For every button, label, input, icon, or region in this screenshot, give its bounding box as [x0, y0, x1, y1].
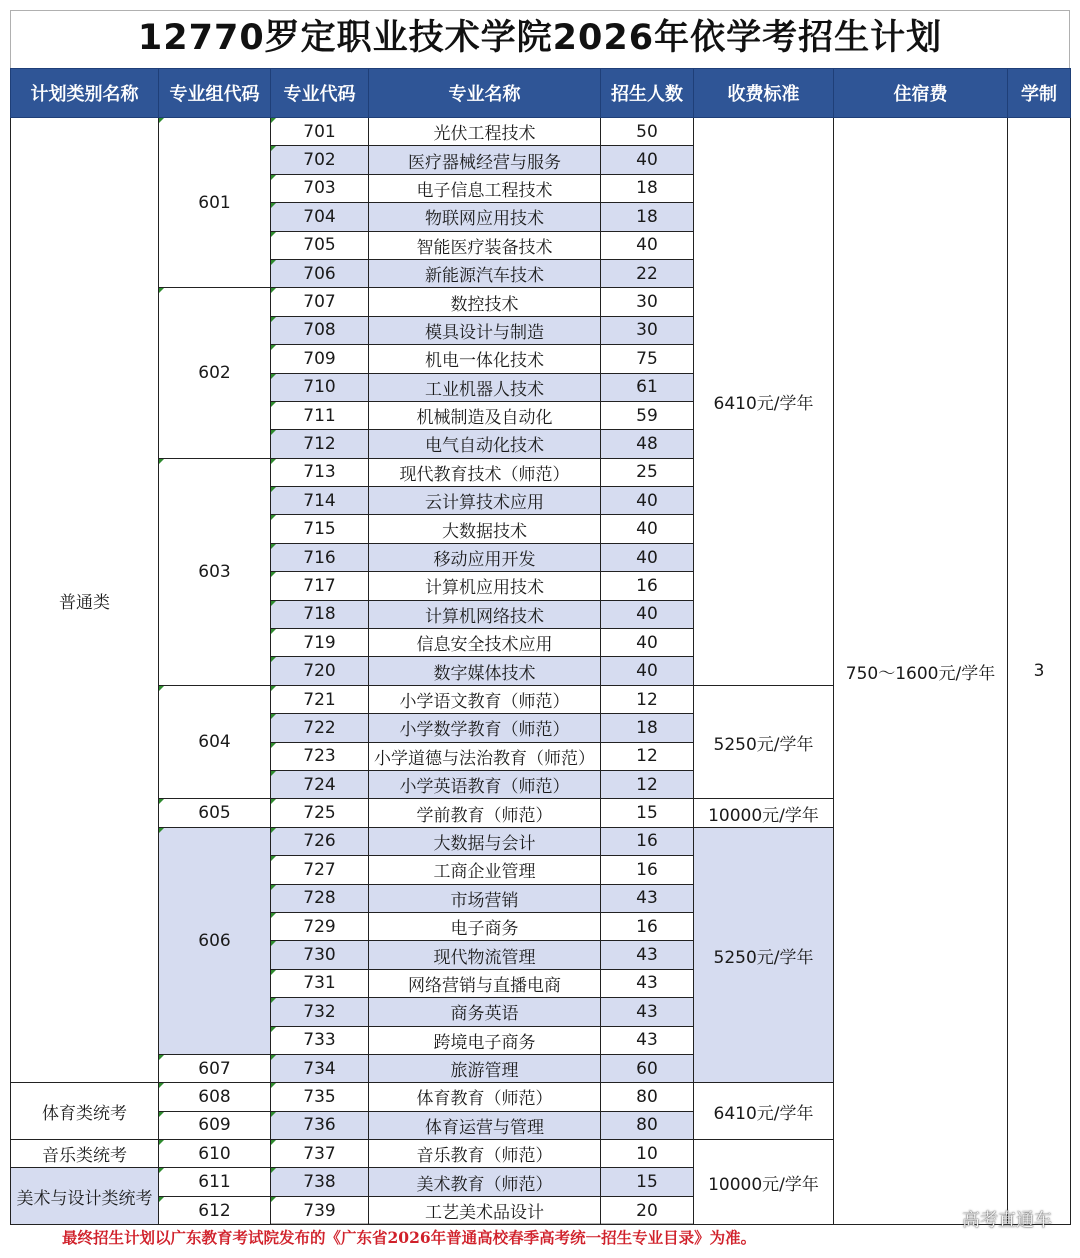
enrollment-cell: 22 [601, 259, 694, 287]
group-code-cell: 605 [159, 799, 271, 827]
major-code-cell: 725 [271, 799, 369, 827]
header-tuition: 收费标准 [694, 69, 834, 118]
group-code-cell: 606 [159, 827, 271, 1054]
major-code-cell: 716 [271, 543, 369, 571]
major-name-cell: 学前教育（师范） [369, 799, 601, 827]
enrollment-cell: 12 [601, 685, 694, 713]
major-code-cell: 722 [271, 714, 369, 742]
enrollment-cell: 43 [601, 969, 694, 997]
major-name-cell: 工商企业管理 [369, 856, 601, 884]
header-major-code: 专业代码 [271, 69, 369, 118]
enrollment-table [10, 68, 1071, 1225]
enrollment-cell: 40 [601, 543, 694, 571]
major-name-cell: 市场营销 [369, 884, 601, 912]
major-name-cell: 旅游管理 [369, 1054, 601, 1082]
major-name-cell: 小学语文教育（师范） [369, 685, 601, 713]
enrollment-cell: 12 [601, 742, 694, 770]
group-code-cell: 604 [159, 685, 271, 799]
group-code-cell: 609 [159, 1111, 271, 1139]
major-code-cell: 710 [271, 373, 369, 401]
major-name-cell: 现代教育技术（师范） [369, 458, 601, 486]
enrollment-cell: 43 [601, 998, 694, 1026]
major-code-cell: 738 [271, 1168, 369, 1196]
major-name-cell: 体育教育（师范） [369, 1083, 601, 1111]
major-code-cell: 739 [271, 1196, 369, 1224]
enrollment-cell: 80 [601, 1111, 694, 1139]
header-years: 学制 [1008, 69, 1071, 118]
major-code-cell: 713 [271, 458, 369, 486]
major-name-cell: 大数据与会计 [369, 827, 601, 855]
major-code-cell: 731 [271, 969, 369, 997]
major-name-cell: 模具设计与制造 [369, 316, 601, 344]
enrollment-cell: 16 [601, 827, 694, 855]
major-code-cell: 715 [271, 515, 369, 543]
major-code-cell: 721 [271, 685, 369, 713]
major-name-cell: 移动应用开发 [369, 543, 601, 571]
enrollment-cell: 20 [601, 1196, 694, 1224]
major-name-cell: 电子信息工程技术 [369, 174, 601, 202]
major-name-cell: 网络营销与直播电商 [369, 969, 601, 997]
major-name-cell: 数字媒体技术 [369, 657, 601, 685]
category-cell: 音乐类统考 [11, 1140, 159, 1168]
major-code-cell: 706 [271, 259, 369, 287]
major-name-cell: 商务英语 [369, 998, 601, 1026]
dorm-fee-cell: 750～1600元/学年 [834, 118, 1008, 1225]
enrollment-cell: 40 [601, 629, 694, 657]
enrollment-cell: 59 [601, 401, 694, 429]
major-code-cell: 736 [271, 1111, 369, 1139]
enrollment-cell: 43 [601, 941, 694, 969]
major-name-cell: 新能源汽车技术 [369, 259, 601, 287]
group-code-cell: 602 [159, 288, 271, 458]
tuition-cell: 10000元/学年 [694, 799, 834, 827]
major-code-cell: 717 [271, 572, 369, 600]
major-name-cell: 体育运营与管理 [369, 1111, 601, 1139]
header-category: 计划类别名称 [11, 69, 159, 118]
enrollment-cell: 10 [601, 1140, 694, 1168]
group-code-cell: 603 [159, 458, 271, 685]
major-code-cell: 737 [271, 1140, 369, 1168]
major-name-cell: 云计算技术应用 [369, 487, 601, 515]
years-cell: 3 [1008, 118, 1071, 1225]
enrollment-cell: 40 [601, 487, 694, 515]
category-cell: 体育类统考 [11, 1083, 159, 1140]
enrollment-cell: 16 [601, 912, 694, 940]
tuition-cell: 10000元/学年 [694, 1140, 834, 1225]
major-name-cell: 机电一体化技术 [369, 345, 601, 373]
major-code-cell: 730 [271, 941, 369, 969]
enrollment-cell: 50 [601, 118, 694, 146]
enrollment-cell: 30 [601, 316, 694, 344]
table-body [11, 118, 1071, 1225]
header-major-name: 专业名称 [369, 69, 601, 118]
group-code-cell: 610 [159, 1140, 271, 1168]
major-code-cell: 703 [271, 174, 369, 202]
enrollment-cell: 40 [601, 657, 694, 685]
enrollment-cell: 15 [601, 1168, 694, 1196]
header-row [11, 69, 1071, 118]
major-code-cell: 734 [271, 1054, 369, 1082]
tuition-cell: 5250元/学年 [694, 685, 834, 799]
enrollment-cell: 25 [601, 458, 694, 486]
major-code-cell: 705 [271, 231, 369, 259]
enrollment-cell: 60 [601, 1054, 694, 1082]
enrollment-cell: 80 [601, 1083, 694, 1111]
major-name-cell: 美术教育（师范） [369, 1168, 601, 1196]
enrollment-cell: 40 [601, 146, 694, 174]
enrollment-cell: 48 [601, 430, 694, 458]
group-code-cell: 612 [159, 1196, 271, 1224]
major-name-cell: 小学道德与法治教育（师范） [369, 742, 601, 770]
enrollment-cell: 15 [601, 799, 694, 827]
major-code-cell: 728 [271, 884, 369, 912]
major-code-cell: 708 [271, 316, 369, 344]
major-code-cell: 732 [271, 998, 369, 1026]
major-name-cell: 计算机应用技术 [369, 572, 601, 600]
group-code-cell: 601 [159, 118, 271, 288]
enrollment-cell: 18 [601, 203, 694, 231]
major-code-cell: 709 [271, 345, 369, 373]
enrollment-cell: 40 [601, 231, 694, 259]
tuition-cell: 6410元/学年 [694, 118, 834, 686]
enrollment-cell: 30 [601, 288, 694, 316]
major-name-cell: 电子商务 [369, 912, 601, 940]
category-cell: 美术与设计类统考 [11, 1168, 159, 1225]
major-code-cell: 733 [271, 1026, 369, 1054]
enrollment-cell: 43 [601, 884, 694, 912]
major-name-cell: 工业机器人技术 [369, 373, 601, 401]
major-name-cell: 小学英语教育（师范） [369, 770, 601, 798]
major-code-cell: 718 [271, 600, 369, 628]
major-code-cell: 707 [271, 288, 369, 316]
major-name-cell: 信息安全技术应用 [369, 629, 601, 657]
category-cell: 普通类 [11, 118, 159, 1083]
header-group-code: 专业组代码 [159, 69, 271, 118]
enrollment-cell: 18 [601, 174, 694, 202]
header-enrollment: 招生人数 [601, 69, 694, 118]
major-code-cell: 712 [271, 430, 369, 458]
major-code-cell: 701 [271, 118, 369, 146]
major-code-cell: 723 [271, 742, 369, 770]
enrollment-cell: 16 [601, 856, 694, 884]
major-name-cell: 计算机网络技术 [369, 600, 601, 628]
major-name-cell: 医疗器械经营与服务 [369, 146, 601, 174]
enrollment-cell: 40 [601, 600, 694, 628]
header-dorm-fee: 住宿费 [834, 69, 1008, 118]
major-name-cell: 工艺美术品设计 [369, 1196, 601, 1224]
watermark: 高考直通车 [962, 1210, 1052, 1231]
major-name-cell: 电气自动化技术 [369, 430, 601, 458]
major-name-cell: 光伏工程技术 [369, 118, 601, 146]
major-name-cell: 现代物流管理 [369, 941, 601, 969]
major-name-cell: 数控技术 [369, 288, 601, 316]
footnote: 最终招生计划以广东教育考试院发布的《广东省2026年普通高校春季高考统一招生专业目录》为准。 [62, 1228, 757, 1247]
major-code-cell: 726 [271, 827, 369, 855]
major-code-cell: 711 [271, 401, 369, 429]
enrollment-cell: 16 [601, 572, 694, 600]
major-name-cell: 智能医疗装备技术 [369, 231, 601, 259]
major-name-cell: 跨境电子商务 [369, 1026, 601, 1054]
major-code-cell: 714 [271, 487, 369, 515]
enrollment-cell: 18 [601, 714, 694, 742]
tuition-cell: 6410元/学年 [694, 1083, 834, 1140]
major-code-cell: 719 [271, 629, 369, 657]
major-code-cell: 704 [271, 203, 369, 231]
major-name-cell: 大数据技术 [369, 515, 601, 543]
major-name-cell: 小学数学教育（师范） [369, 714, 601, 742]
enrollment-cell: 12 [601, 770, 694, 798]
major-name-cell: 物联网应用技术 [369, 203, 601, 231]
page-title: 12770罗定职业技术学院2026年依学考招生计划 [137, 18, 943, 58]
major-code-cell: 702 [271, 146, 369, 174]
group-code-cell: 607 [159, 1054, 271, 1082]
major-name-cell: 音乐教育（师范） [369, 1140, 601, 1168]
major-code-cell: 735 [271, 1083, 369, 1111]
enrollment-cell: 61 [601, 373, 694, 401]
major-code-cell: 724 [271, 770, 369, 798]
enrollment-cell: 75 [601, 345, 694, 373]
group-code-cell: 608 [159, 1083, 271, 1111]
group-code-cell: 611 [159, 1168, 271, 1196]
tuition-cell: 5250元/学年 [694, 827, 834, 1083]
enrollment-cell: 43 [601, 1026, 694, 1054]
major-code-cell: 727 [271, 856, 369, 884]
major-name-cell: 机械制造及自动化 [369, 401, 601, 429]
major-code-cell: 720 [271, 657, 369, 685]
table-row [11, 118, 1071, 146]
major-code-cell: 729 [271, 912, 369, 940]
enrollment-cell: 40 [601, 515, 694, 543]
